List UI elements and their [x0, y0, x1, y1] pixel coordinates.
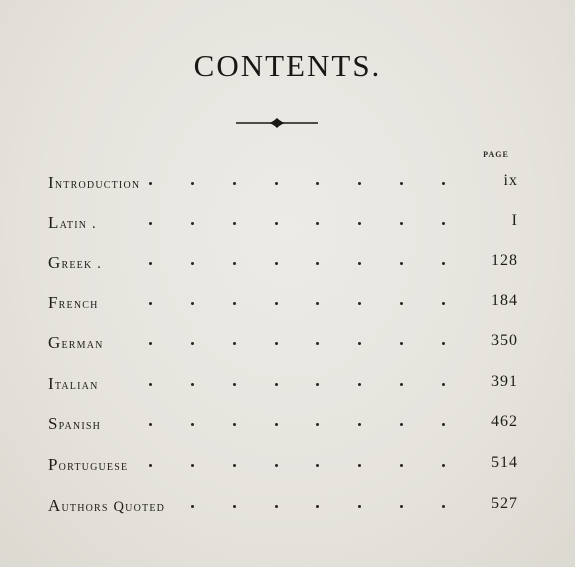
leader-dot — [233, 383, 236, 386]
toc-entry-spanish[interactable] — [48, 414, 518, 438]
dot-leader — [48, 414, 518, 438]
leader-dot — [191, 342, 194, 345]
toc-entry-german[interactable] — [48, 333, 518, 357]
leader-dot — [149, 423, 152, 426]
leader-dot — [275, 262, 278, 265]
leader-dot — [400, 182, 403, 185]
leader-dot — [442, 262, 445, 265]
leader-dot — [442, 342, 445, 345]
leader-dot — [442, 222, 445, 225]
leader-dot — [316, 342, 319, 345]
leader-dot — [442, 302, 445, 305]
leader-dot — [358, 222, 361, 225]
leader-dot — [358, 302, 361, 305]
toc-entry-label: Latin . — [48, 213, 97, 232]
leader-dot — [233, 505, 236, 508]
dot-leader — [48, 333, 518, 357]
toc-entry-greek[interactable] — [48, 253, 518, 277]
toc-entry-page: 462 — [491, 413, 518, 430]
leader-dot — [400, 505, 403, 508]
leader-dot — [316, 182, 319, 185]
leader-dot — [316, 505, 319, 508]
leader-dot — [316, 423, 319, 426]
leader-dot — [191, 222, 194, 225]
leader-dot — [149, 302, 152, 305]
leader-dot — [191, 302, 194, 305]
leader-dot — [233, 262, 236, 265]
leader-dot — [233, 182, 236, 185]
leader-dot — [316, 262, 319, 265]
dot-leader — [48, 374, 518, 398]
toc-entry-introduction[interactable] — [48, 173, 518, 197]
toc-entry-label: Authors Quoted — [48, 496, 166, 515]
toc-entry-french[interactable] — [48, 293, 518, 317]
leader-dot — [191, 505, 194, 508]
leader-dot — [316, 222, 319, 225]
leader-dot — [275, 182, 278, 185]
leader-dot — [400, 342, 403, 345]
leader-dot — [358, 182, 361, 185]
leader-dot — [358, 383, 361, 386]
leader-dot — [275, 423, 278, 426]
leader-dot — [149, 222, 152, 225]
leader-dot — [358, 505, 361, 508]
leader-dot — [442, 464, 445, 467]
leader-dot — [191, 182, 194, 185]
leader-dot — [316, 302, 319, 305]
leader-dot — [442, 505, 445, 508]
leader-dot — [233, 464, 236, 467]
leader-dot — [316, 464, 319, 467]
toc-entry-italian[interactable] — [48, 374, 518, 398]
page-column-heading: PAGE — [483, 150, 509, 159]
toc-entry-label: Portuguese — [48, 455, 129, 474]
leader-dot — [358, 262, 361, 265]
dot-leader — [48, 213, 518, 237]
leader-dot — [149, 383, 152, 386]
leader-dot — [275, 383, 278, 386]
toc-entry-label: Introduction — [48, 173, 141, 192]
leader-dot — [191, 383, 194, 386]
leader-dot — [149, 182, 152, 185]
leader-dot — [191, 262, 194, 265]
leader-dot — [442, 383, 445, 386]
leader-dot — [233, 342, 236, 345]
toc-entry-page: I — [511, 212, 518, 229]
leader-dot — [149, 342, 152, 345]
leader-dot — [358, 464, 361, 467]
toc-entry-page: 350 — [491, 332, 518, 349]
leader-dot — [316, 383, 319, 386]
dot-leader — [48, 293, 518, 317]
leader-dot — [233, 222, 236, 225]
dot-leader — [48, 253, 518, 277]
leader-dot — [275, 222, 278, 225]
leader-dot — [442, 423, 445, 426]
leader-dot — [233, 302, 236, 305]
toc-entry-page: 514 — [491, 454, 518, 471]
leader-dot — [233, 423, 236, 426]
leader-dot — [358, 342, 361, 345]
leader-dot — [400, 222, 403, 225]
toc-entry-label: Italian — [48, 374, 99, 393]
leader-dot — [275, 464, 278, 467]
toc-entry-page: ix — [503, 172, 518, 189]
leader-dot — [442, 182, 445, 185]
leader-dot — [400, 383, 403, 386]
toc-entry-page: 391 — [491, 373, 518, 390]
leader-dot — [191, 423, 194, 426]
leader-dot — [191, 464, 194, 467]
leader-dot — [400, 423, 403, 426]
toc-entry-page: 527 — [491, 495, 518, 512]
toc-entry-label: Spanish — [48, 414, 102, 433]
leader-dot — [275, 342, 278, 345]
toc-entry-label: German — [48, 333, 104, 352]
toc-entry-authors-quoted[interactable] — [48, 496, 518, 520]
leader-dot — [149, 464, 152, 467]
toc-entry-label: French — [48, 293, 99, 312]
toc-entry-portuguese[interactable] — [48, 455, 518, 479]
leader-dot — [149, 262, 152, 265]
toc-entry-page: 128 — [491, 252, 518, 269]
toc-entry-label: Greek . — [48, 253, 103, 272]
toc-entry-page: 184 — [491, 292, 518, 309]
toc-entry-latin[interactable] — [48, 213, 518, 237]
leader-dot — [275, 505, 278, 508]
leader-dot — [400, 262, 403, 265]
leader-dot — [400, 302, 403, 305]
leader-dot — [275, 302, 278, 305]
leader-dot — [358, 423, 361, 426]
page-title: CONTENTS. — [193, 48, 382, 83]
leader-dot — [400, 464, 403, 467]
